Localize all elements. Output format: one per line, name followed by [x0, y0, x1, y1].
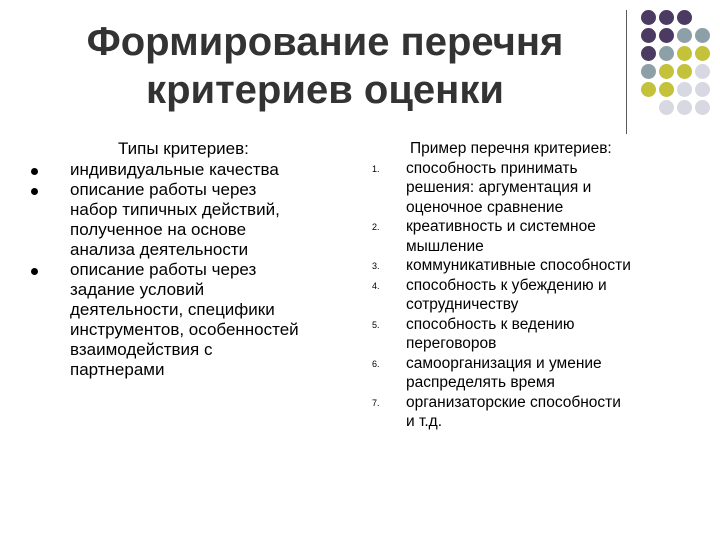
slide-title — [40, 18, 610, 114]
item-number: 4. — [372, 280, 380, 291]
criteria-example-text: креативность и системное мышление — [406, 218, 596, 255]
decorative-dot — [659, 100, 674, 115]
criteria-example-item — [370, 159, 715, 218]
criteria-example-item — [370, 256, 715, 276]
criteria-example-item — [370, 354, 715, 393]
decorative-dot — [677, 28, 692, 43]
decorative-dot — [695, 28, 710, 43]
decorative-dot — [641, 82, 656, 97]
item-number: 2. — [372, 222, 380, 232]
decorative-dot — [659, 64, 674, 79]
decorative-dot — [695, 100, 710, 115]
item-number: 6. — [372, 358, 380, 369]
decorative-dot — [659, 28, 674, 43]
bullet-icon — [31, 268, 38, 275]
criteria-example-text: самоорганизация и умение распределять время — [406, 354, 602, 391]
title-line-2: критериев оценки — [146, 68, 504, 112]
decorative-dot — [677, 10, 692, 25]
decorative-dot — [659, 46, 674, 61]
criteria-type-text: индивидуальные качества — [70, 160, 279, 179]
item-number: 3. — [372, 261, 380, 271]
decorative-dot — [641, 46, 656, 61]
criteria-type-item — [28, 160, 358, 180]
decorative-dot — [659, 10, 674, 25]
criteria-example-item — [370, 315, 715, 354]
decorative-dot — [695, 46, 710, 61]
criteria-example-item — [370, 276, 715, 315]
title-line-1: Формирование перечня — [86, 20, 564, 64]
criteria-example-heading: Пример перечня критериев: — [410, 140, 612, 157]
criteria-example-text: организаторские способности и т.д. — [406, 393, 621, 430]
decorative-dot — [677, 82, 692, 97]
item-number: 1. — [372, 163, 380, 174]
item-number: 5. — [372, 319, 380, 330]
decorative-dot — [641, 64, 656, 79]
criteria-type-item — [28, 260, 358, 380]
bullet-icon — [31, 168, 38, 175]
decorative-dot — [695, 64, 710, 79]
criteria-types-heading: Типы критериев: — [118, 139, 249, 158]
item-number: 7. — [372, 397, 380, 408]
decorative-dot — [659, 82, 674, 97]
criteria-example-text: коммуникативные способности — [406, 257, 631, 274]
decorative-dot-grid — [641, 10, 720, 120]
criteria-example-item — [370, 217, 715, 256]
decorative-dot — [695, 82, 710, 97]
decorative-divider — [626, 10, 627, 134]
decorative-dot — [641, 10, 656, 25]
criteria-example-text: способность к убеждению и сотрудничеству — [406, 276, 607, 313]
decorative-dot — [677, 64, 692, 79]
criteria-example-text: способность принимать решения: аргументация и оценочное сравнение — [406, 159, 592, 216]
criteria-type-text: описание работы через задание условий деятельности, специфики инструментов, особенностей взаимодействия с партнерами — [70, 260, 299, 379]
criteria-types-column — [28, 139, 358, 380]
bullet-icon — [31, 188, 38, 195]
criteria-example-column — [370, 139, 715, 432]
decorative-dot — [677, 100, 692, 115]
criteria-example-item — [370, 393, 715, 432]
criteria-type-item — [28, 180, 358, 260]
criteria-type-text: описание работы через набор типичных действий, полученное на основе анализа деятельности — [70, 180, 280, 259]
criteria-example-text: способность к ведению переговоров — [406, 315, 575, 352]
decorative-dot — [641, 28, 656, 43]
decorative-dot — [677, 46, 692, 61]
